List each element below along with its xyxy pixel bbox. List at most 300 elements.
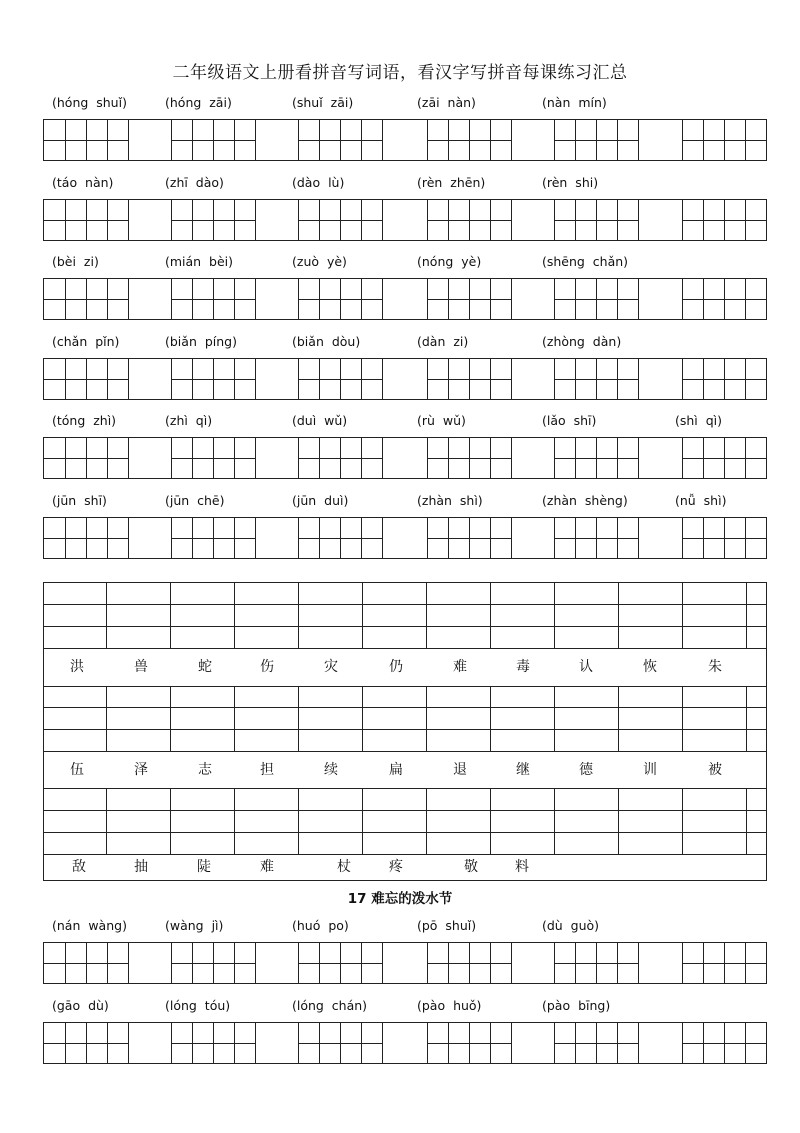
grid-line: [724, 943, 725, 983]
grid-line: [575, 518, 576, 558]
grid-line: [596, 438, 597, 478]
table-line: [106, 788, 107, 854]
grid-line: [361, 359, 362, 399]
top-pinyin-label: (bèi zi): [52, 254, 99, 270]
grid-line: [234, 200, 235, 240]
grid-line: [511, 279, 512, 319]
grid-line: [596, 518, 597, 558]
grid-line: [255, 438, 256, 478]
grid-line: [382, 200, 383, 240]
grid-line: [65, 518, 66, 558]
grid-line: [361, 1023, 362, 1063]
grid-line: [490, 438, 491, 478]
table-character: 退: [453, 762, 467, 778]
table-character: 蛇: [198, 659, 212, 675]
grid-line: [724, 359, 725, 399]
grid-line: [340, 1023, 341, 1063]
table-line: [106, 686, 107, 751]
grid-line: [511, 943, 512, 983]
top-pinyin-label: (tóng zhì): [52, 413, 117, 429]
top-pinyin-label: (jūn shī): [52, 493, 107, 508]
grid-line: [65, 200, 66, 240]
grid-line: [86, 943, 87, 983]
grid-line: [427, 200, 428, 240]
grid-line: [382, 943, 383, 983]
grid-line: [469, 518, 470, 558]
grid-line: [234, 120, 235, 160]
table-character: 抽: [134, 859, 148, 875]
grid-line: [213, 438, 214, 478]
grid-line: [361, 943, 362, 983]
table-line: [362, 583, 363, 648]
grid-line: [682, 943, 683, 983]
table-line: [44, 729, 766, 730]
grid-line: [340, 943, 341, 983]
grid-line: [617, 1023, 618, 1063]
table-character: 担: [260, 762, 274, 778]
table-line: [618, 583, 619, 648]
table-character: 料: [515, 859, 529, 875]
top-pinyin-label: (rù wǔ): [417, 413, 466, 429]
grid-line: [213, 359, 214, 399]
grid-line: [298, 359, 299, 399]
grid-line: [255, 1023, 256, 1063]
grid-line: [255, 359, 256, 399]
grid-line: [361, 279, 362, 319]
grid-line: [192, 438, 193, 478]
table-line: [44, 686, 766, 687]
grid-line: [340, 200, 341, 240]
grid-line: [171, 120, 172, 160]
grid-line: [319, 120, 320, 160]
table-character: 仍: [389, 659, 403, 675]
table-line: [746, 583, 747, 648]
grid-line: [319, 200, 320, 240]
grid-line: [86, 438, 87, 478]
grid-line: [319, 438, 320, 478]
table-character: 洪: [70, 659, 84, 675]
grid-line: [107, 120, 108, 160]
grid-line: [86, 120, 87, 160]
grid-line: [171, 518, 172, 558]
grid-line: [171, 200, 172, 240]
grid-line: [469, 200, 470, 240]
table-character: 朱: [708, 659, 722, 675]
grid-line: [490, 120, 491, 160]
grid-line: [638, 943, 639, 983]
grid-line: [682, 1023, 683, 1063]
table-line: [234, 686, 235, 751]
table-line: [44, 707, 766, 708]
top-writing-grid[interactable]: [43, 199, 767, 241]
grid-line: [638, 359, 639, 399]
grid-line: [255, 120, 256, 160]
table-character: 恢: [643, 659, 657, 675]
grid-line: [448, 120, 449, 160]
grid-line: [128, 1023, 129, 1063]
grid-line: [107, 518, 108, 558]
grid-line: [469, 1023, 470, 1063]
table-character: 敌: [72, 859, 86, 875]
grid-line: [448, 518, 449, 558]
grid-line: [107, 1023, 108, 1063]
grid-line: [724, 438, 725, 478]
grid-line: [382, 279, 383, 319]
grid-line: [86, 1023, 87, 1063]
grid-line: [255, 200, 256, 240]
grid-line: [319, 359, 320, 399]
top-pinyin-label: (rèn zhēn): [417, 174, 486, 190]
grid-line: [171, 359, 172, 399]
grid-line: [682, 200, 683, 240]
grid-line: [511, 200, 512, 240]
grid-line: [128, 359, 129, 399]
grid-line: [192, 200, 193, 240]
top-pinyin-label: (zhòng dàn): [542, 333, 622, 349]
top-writing-grid[interactable]: [43, 437, 767, 479]
top-pinyin-label: (dàn zi): [417, 333, 469, 349]
grid-line: [745, 943, 746, 983]
grid-line: [469, 943, 470, 983]
grid-line: [638, 120, 639, 160]
grid-line: [171, 943, 172, 983]
grid-line: [596, 943, 597, 983]
grid-line: [682, 279, 683, 319]
top-pinyin-label: (dào lù): [292, 174, 345, 190]
top-pinyin-label: (duì wǔ): [292, 413, 348, 429]
grid-line: [745, 200, 746, 240]
table-line: [426, 583, 427, 648]
grid-line: [213, 518, 214, 558]
lesson17-pinyin-label: (dù guò): [542, 918, 600, 933]
table-line: [554, 788, 555, 854]
grid-line: [575, 438, 576, 478]
grid-line: [490, 518, 491, 558]
grid-line: [469, 359, 470, 399]
grid-line: [554, 120, 555, 160]
grid-line: [255, 518, 256, 558]
table-line: [298, 788, 299, 854]
table-character: 被: [708, 762, 722, 778]
grid-line: [554, 438, 555, 478]
grid-line: [298, 279, 299, 319]
top-pinyin-label: (hóng zāi): [165, 95, 232, 110]
grid-line: [490, 1023, 491, 1063]
table-line: [490, 788, 491, 854]
top-pinyin-label: (biǎn dòu): [292, 333, 361, 349]
grid-line: [724, 279, 725, 319]
grid-line: [596, 1023, 597, 1063]
grid-line: [107, 438, 108, 478]
grid-line: [255, 943, 256, 983]
grid-line: [490, 279, 491, 319]
grid-line: [361, 518, 362, 558]
table-line: [682, 788, 683, 854]
grid-line: [682, 359, 683, 399]
table-character: 难: [260, 859, 274, 875]
table-line: [44, 854, 766, 855]
grid-line: [361, 200, 362, 240]
grid-line: [638, 200, 639, 240]
grid-line: [234, 1023, 235, 1063]
grid-line: [575, 120, 576, 160]
table-line: [618, 788, 619, 854]
grid-line: [128, 438, 129, 478]
grid-line: [745, 518, 746, 558]
grid-line: [427, 120, 428, 160]
page-title: 二年级语文上册看拼音写词语，看汉字写拼音每课练习汇总: [172, 63, 628, 83]
grid-line: [382, 518, 383, 558]
grid-line: [448, 359, 449, 399]
top-pinyin-label: (zāi nàn): [417, 95, 476, 110]
grid-line: [298, 200, 299, 240]
grid-line: [703, 200, 704, 240]
grid-line: [511, 1023, 512, 1063]
top-pinyin-label: (lǎo shī): [542, 413, 597, 429]
grid-line: [617, 943, 618, 983]
grid-line: [192, 359, 193, 399]
grid-line: [298, 943, 299, 983]
table-character: 疼: [389, 859, 403, 875]
table-line: [490, 686, 491, 751]
grid-line: [745, 279, 746, 319]
grid-line: [340, 279, 341, 319]
char-pinyin-table: [43, 582, 767, 881]
grid-line: [703, 518, 704, 558]
grid-line: [703, 120, 704, 160]
grid-line: [703, 943, 704, 983]
top-pinyin-label: (chǎn pǐn): [52, 333, 120, 349]
grid-line: [596, 200, 597, 240]
grid-line: [511, 359, 512, 399]
top-writing-grid[interactable]: [43, 358, 767, 400]
grid-line: [617, 518, 618, 558]
lesson17-pinyin-label: (pō shuǐ): [417, 918, 477, 933]
grid-line: [575, 279, 576, 319]
grid-line: [234, 359, 235, 399]
table-line: [682, 686, 683, 751]
grid-line: [192, 518, 193, 558]
grid-line: [382, 438, 383, 478]
grid-line: [682, 518, 683, 558]
grid-line: [703, 279, 704, 319]
table-character: 兽: [134, 659, 148, 675]
grid-line: [107, 943, 108, 983]
table-character: 敬: [464, 859, 478, 875]
grid-line: [128, 943, 129, 983]
grid-line: [511, 120, 512, 160]
grid-line: [745, 359, 746, 399]
top-writing-grid[interactable]: [43, 278, 767, 320]
table-line: [682, 583, 683, 648]
grid-line: [448, 943, 449, 983]
table-line: [44, 788, 766, 789]
grid-line: [554, 943, 555, 983]
grid-line: [490, 943, 491, 983]
table-line: [170, 686, 171, 751]
grid-line: [382, 359, 383, 399]
top-pinyin-label: (biǎn píng): [165, 333, 237, 349]
grid-line: [427, 518, 428, 558]
table-line: [44, 810, 766, 811]
table-line: [362, 788, 363, 854]
grid-line: [682, 438, 683, 478]
grid-line: [724, 200, 725, 240]
grid-line: [171, 1023, 172, 1063]
grid-line: [86, 518, 87, 558]
grid-line: [448, 438, 449, 478]
grid-line: [340, 518, 341, 558]
top-pinyin-label: (zhī dào): [165, 174, 224, 190]
grid-line: [298, 438, 299, 478]
top-pinyin-label: (shì qì): [675, 413, 723, 429]
table-line: [298, 583, 299, 648]
table-line: [170, 583, 171, 648]
grid-line: [319, 943, 320, 983]
top-pinyin-label: (shēng chǎn): [542, 254, 629, 270]
table-character: 继: [516, 762, 530, 778]
grid-line: [724, 120, 725, 160]
grid-line: [511, 518, 512, 558]
table-character: 泽: [134, 762, 148, 778]
table-line: [554, 583, 555, 648]
grid-line: [340, 120, 341, 160]
table-character: 志: [198, 762, 212, 778]
grid-line: [511, 438, 512, 478]
grid-line: [298, 120, 299, 160]
lesson17-pinyin-label: (nán wàng): [52, 918, 127, 933]
grid-line: [192, 120, 193, 160]
grid-line: [724, 518, 725, 558]
top-pinyin-label: (zhàn shèng): [542, 493, 628, 508]
grid-line: [107, 359, 108, 399]
table-line: [554, 686, 555, 751]
grid-line: [65, 359, 66, 399]
grid-line: [703, 438, 704, 478]
grid-line: [213, 120, 214, 160]
table-character: 德: [579, 762, 593, 778]
lesson17-writing-grid[interactable]: [43, 942, 767, 984]
grid-line: [213, 943, 214, 983]
grid-line: [469, 120, 470, 160]
grid-line: [65, 1023, 66, 1063]
table-line: [44, 648, 766, 649]
top-writing-grid[interactable]: [43, 517, 767, 559]
grid-line: [65, 120, 66, 160]
grid-line: [192, 279, 193, 319]
grid-line: [554, 200, 555, 240]
grid-line: [128, 120, 129, 160]
top-pinyin-label: (nǚ shì): [675, 493, 727, 508]
grid-line: [65, 943, 66, 983]
grid-line: [490, 359, 491, 399]
top-pinyin-label: (mián bèi): [165, 254, 234, 270]
grid-line: [682, 120, 683, 160]
grid-line: [448, 200, 449, 240]
grid-line: [340, 438, 341, 478]
grid-line: [192, 943, 193, 983]
grid-line: [171, 438, 172, 478]
lesson17-writing-grid[interactable]: [43, 1022, 767, 1064]
grid-line: [319, 1023, 320, 1063]
grid-line: [469, 279, 470, 319]
grid-line: [213, 1023, 214, 1063]
grid-line: [427, 279, 428, 319]
table-line: [44, 832, 766, 833]
top-pinyin-label: (rèn shi): [542, 174, 599, 190]
top-pinyin-label: (zuò yè): [292, 254, 347, 270]
table-line: [362, 686, 363, 751]
grid-line: [107, 200, 108, 240]
grid-line: [554, 359, 555, 399]
grid-line: [703, 1023, 704, 1063]
table-character: 难: [453, 659, 467, 675]
grid-line: [575, 943, 576, 983]
grid-line: [298, 1023, 299, 1063]
grid-line: [128, 518, 129, 558]
grid-line: [382, 120, 383, 160]
grid-line: [107, 279, 108, 319]
grid-line: [703, 359, 704, 399]
lesson17-pinyin-label: (pào huǒ): [417, 997, 482, 1013]
lesson17-pinyin-label: (pào bīng): [542, 997, 611, 1013]
table-line: [170, 788, 171, 854]
grid-line: [617, 200, 618, 240]
grid-line: [490, 200, 491, 240]
grid-line: [745, 120, 746, 160]
top-pinyin-label: (zhì qì): [165, 413, 213, 429]
table-character: 续: [324, 762, 338, 778]
table-line: [426, 788, 427, 854]
grid-line: [554, 518, 555, 558]
grid-line: [596, 120, 597, 160]
lesson17-pinyin-label: (gāo dù): [52, 997, 109, 1013]
grid-line: [575, 1023, 576, 1063]
lesson17-pinyin-label: (lóng chán): [292, 997, 368, 1013]
grid-line: [554, 279, 555, 319]
grid-line: [638, 438, 639, 478]
grid-line: [448, 1023, 449, 1063]
grid-line: [745, 438, 746, 478]
grid-line: [638, 1023, 639, 1063]
grid-line: [617, 359, 618, 399]
grid-line: [638, 279, 639, 319]
grid-line: [361, 438, 362, 478]
grid-line: [65, 438, 66, 478]
table-character: 伤: [260, 659, 274, 675]
grid-line: [234, 518, 235, 558]
grid-line: [427, 359, 428, 399]
lesson-title: 17 难忘的泼水节: [347, 891, 453, 907]
grid-line: [86, 359, 87, 399]
top-pinyin-label: (nàn mín): [542, 95, 607, 110]
table-line: [426, 686, 427, 751]
top-pinyin-label: (jūn duì): [292, 493, 349, 508]
table-character: 伍: [70, 762, 84, 778]
grid-line: [319, 279, 320, 319]
lesson17-pinyin-label: (huó po): [292, 918, 349, 933]
table-line: [106, 583, 107, 648]
grid-line: [448, 279, 449, 319]
table-line: [298, 686, 299, 751]
top-writing-grid[interactable]: [43, 119, 767, 161]
grid-line: [361, 120, 362, 160]
grid-line: [617, 279, 618, 319]
table-character: 灾: [324, 659, 338, 675]
table-line: [234, 788, 235, 854]
table-character: 训: [643, 762, 657, 778]
grid-line: [213, 200, 214, 240]
